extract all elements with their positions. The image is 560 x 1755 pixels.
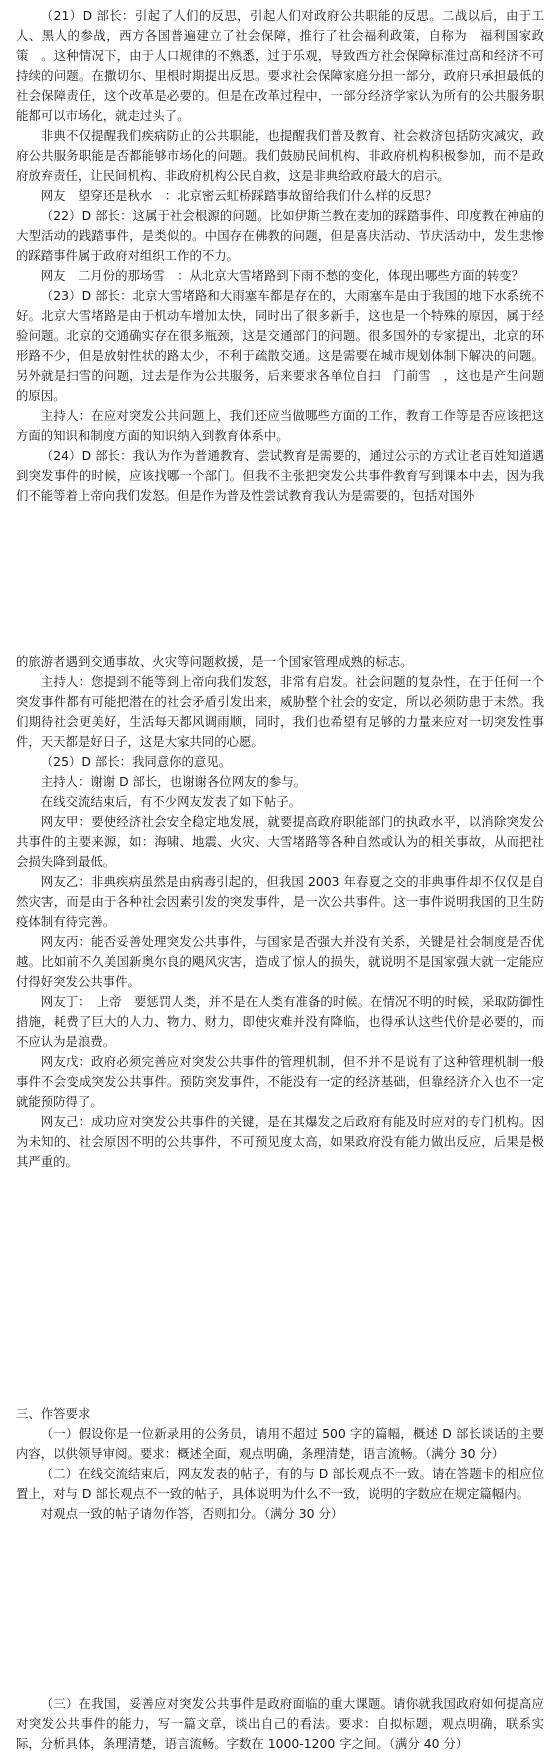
paragraph-d-minister-22: （22）D 部长：这属于社会根源的问题。比如伊斯兰教在麦加的踩踏事件、印度教在神庙的大型活动的践踏事件，是类似的。中国存在佛教的问题，但是喜庆活动、节庆活动中，发生悲惨的踩踏事件属于政府对组织工作的不力。 [16, 208, 544, 263]
post-netizen-e: 网友戊：政府必须完善应对突发公共事件的管理机制，但不并不是说有了这种管理机制一般事件不会变成突发公共事件。预防突发事件，不能没有一定的经济基础，但靠经济介入也不一定就能预防得了。 [16, 1054, 544, 1109]
post-netizen-f: 网友己：成功应对突发公共事件的关键，是在其爆发之后政府有能及时应对的专门机构。因为未知的、社会原因不明的公共事件，不可预见度太高，如果政府没有能力做出反应，后果是极其严重的。 [16, 1114, 544, 1169]
answer-requirements [16, 1404, 544, 1524]
paragraph-posts-intro: 在线交流结束后，有不少网友发表了如下帖子。 [40, 794, 301, 809]
post-netizen-b: 网友乙：非典疾病虽然是由病毒引起的，但我国 2003 年春夏之交的非典事件却不仅仅是自然灾害，而是由于各种社会因素引发的突发事件，是一次公共事件。这一事件说明我国的卫生防疫体制有待完善。 [16, 874, 544, 929]
paragraph-d-minister-21: （21）D 部长：引起了人们的反思，引起人们对政府公共职能的反思。二战以后，由于工人、黑人的参战，西方各国普遍建立了社会保障，推行了社会福利政策，自称为 福利国家政策 。这种情况下，由于人口规律的不熟悉，过于乐观，导致西方社会保障标准过高和经济不可持续的问题。在撒切尔、里根时期提出反思。要求社会保障家庭分担一部分，政府只承担最低的社会保障责任，这个改革是必要的。但是在改革过程中，一部分经济学家认为所有的公共服务职能都可以市场化，就走过头了。 [16, 8, 544, 123]
requirement-2-note: 对观点一致的帖子请勿作答，否则扣分。（满分 30 分） [40, 1506, 344, 1521]
paragraph-netizen-question-2: 网友 二月份的那场雪 ：从北京大雪堵路到下雨不愁的变化，体现出哪些方面的转变？ [40, 268, 525, 283]
paragraph-host-remarks: 主持人：您提到不能等到上帝向我们发怒，非常有启发。社会问题的复杂性，在于任何一个突发事件都有可能把潜在的社会矛盾引发出来，威胁整个社会的安定，所以必须防患于未然。我们期待社会更美好，生活每天都风调雨顺，同时，我们也希望有足够的力量来应对一切突发性事件，天天都是好日子，这是大家共同的心愿。 [16, 674, 544, 749]
section-heading: 三、作答要求 [16, 1406, 91, 1421]
requirement-1: （一）假设你是一位新录用的公务员，请用不超过 500 字的篇幅，概述 D 部长谈话的主要内容，以供领导审阅。要求：概述全面，观点明确，条理清楚，语言流畅。（满分 30 分） [16, 1426, 544, 1461]
paragraph-netizen-question-1: 网友 望穿还是秋水 ：北京密云虹桥踩踏事故留给我们什么样的反思？ [40, 188, 438, 203]
requirement-2: （二）在线交流结束后，网友发表的帖子，有的与 D 部长观点不一致。请在答题卡的相应位置上，对与 D 部长观点不一致的帖子，具体说明为什么不一致，说明的字数应在规定篇幅内。 [16, 1466, 544, 1501]
post-netizen-a: 网友甲：要使经济社会安全稳定地发展，就要提高政府职能部门的执政水平，以消除突发公共事件的主要来源，如：海啸、地震、火灾、大雪堵路等各种自然或认为的相关事故，从而把社会损失降到最低。 [16, 814, 544, 869]
post-netizen-d: 网友丁： 上帝 要惩罚人类，并不是在人类有准备的时候。在情况不明的时候，采取防御性措施，耗费了巨大的人力、物力、财力，即使灾难并没有降临，也得承认这些代价是必要的，而不应认为是浪费。 [16, 994, 544, 1049]
paragraph-host-thanks: 主持人：谢谢 D 部长，也谢谢各位网友的参与。 [40, 774, 307, 789]
interview-section-2 [16, 652, 544, 1172]
interview-section-1 [16, 6, 544, 506]
post-netizen-c: 网友丙：能否妥善处理突发公共事件，与国家是否强大并没有关系，关键是社会制度是否优越。比如前不久美国新奥尔良的飓风灾害，造成了惊人的损失，就说明不是国家强大就一定能应付得好突发公共事件。 [16, 934, 544, 989]
paragraph-host-question: 主持人：在应对突发公共问题上，我们还应当做哪些方面的工作，教育工作等是否应该把这方面的知识和制度方面的知识纳入到教育体系中。 [16, 408, 544, 443]
essay-requirement [16, 1694, 544, 1754]
paragraph-d-minister-23: （23）D 部长：北京大雪堵路和大雨塞车都是存在的，大雨塞车是由于我国的地下水系统不好。北京大雪堵路是由于机动车增加太快，同时出了很多新手，这也是一个特殊的原因，属于经验问题。北京的交通确实存在很多瓶颈，这是交通部门的问题。很多国外的专家提出，北京的环形路不少，但是放射性状的路太少，不利于疏散交通。这是需要在城市规划体制下解决的问题。另外就是扫雪的问题，过去是作为公共服务，后来要求各单位自扫 门前雪 ，这也是产生问题的原因。 [16, 288, 544, 403]
requirement-3: （三）在我国，妥善应对突发公共事件是政府面临的重大课题。请你就我国政府如何提高应对突发公共事件的能力，写一篇文章，谈出自己的看法。要求：自拟标题，观点明确，联系实际，分析具体，条理清楚，语言流畅。字数在 1000-1200 字之间。（满分 40 分） [16, 1696, 544, 1751]
paragraph-d-minister-25: （25）D 部长：我同意你的意见。 [40, 754, 232, 769]
paragraph-continuation: 的旅游者遇到交通事故、火灾等问题救援，是一个国家管理成熟的标志。 [16, 654, 413, 669]
paragraph-sars-lesson: 非典不仅提醒我们疾病防止的公共职能，也提醒我们普及教育、社会救济包括防灾减灾，政府公共服务职能是否都能够市场化的问题。我们鼓励民间机构、非政府机构积极参加，而不是政府放弃责任，让民间机构、非政府机构公民自救，这是非典给政府最大的启示。 [16, 128, 544, 183]
paragraph-d-minister-24: （24）D 部长：我认为作为普通教育、尝试教育是需要的，通过公示的方式让老百姓知道遇到突发事件的时候，应该找哪一个部门。但我不主张把突发公共事件教育写到课本中去，因为我们不能等着上帝向我们发怒。但是作为普及性尝试教育我认为是需要的，包括对国外 [16, 448, 544, 503]
